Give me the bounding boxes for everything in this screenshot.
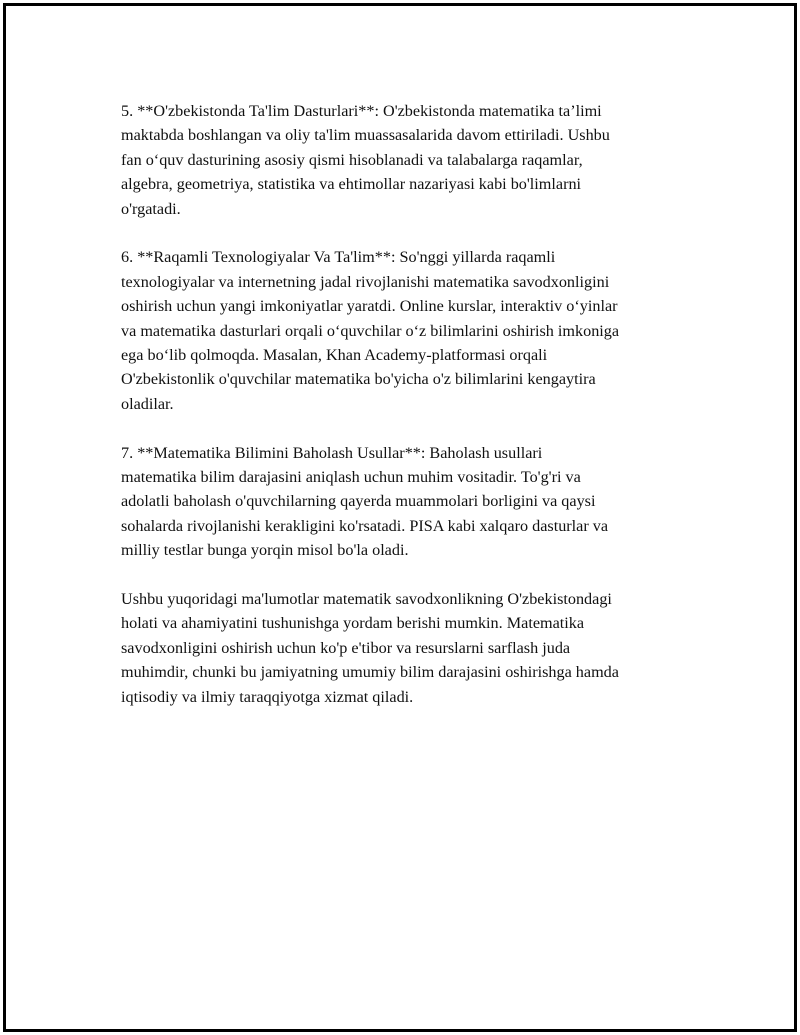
paragraph-digital-technologies: 6. **Raqamli Texnologiyalar Va Ta'lim**: So'nggi yillarda raqamli texnologiyalar va internetning jadal rivojlanishi matematika savodxonligini oshirish uchun yangi imkoniyatlar yaratdi. Online kurslar, interaktiv o‘yinlar va matematika dasturlari orqali o‘quvchilar o‘z bilimlarini oshirish imkoniga ega bo‘lib qolmoqda. Masalan, Khan Academy-platformasi orqali O'zbekistonlik o'quvchilar matematika bo'yicha o'z bilimlarini kengaytira oladilar.: [121, 248, 620, 413]
document-body: [121, 99, 701, 734]
paragraph-conclusion: Ushbu yuqoridagi ma'lumotlar matematik savodxonlikning O'zbekistondagi holati va ahamiyatini tushunishga yordam berishi mumkin. Matematika savodxonligini oshirish uchun ko'p e'tibor va resurslarni sarflash juda muhimdir, chunki bu jamiyatning umumiy bilim darajasini oshirishga hamda iqtisodiy va ilmiy taraqqiyotga xizmat qiladi.: [121, 590, 619, 706]
paragraph-assessment-methods: 7. **Matematika Bilimini Baholash Usullar**: Baholash usullari matematika bilim darajasini aniqlash uchun muhim vositadir. To'g'ri va adolatli baholash o'quvchilarning qayerda muammolari borligini va qaysi sohalarda rivojlanishi kerakligini ko'rsatadi. PISA kabi xalqaro dasturlar va milliy testlar bunga yorqin misol bo'la oladi.: [121, 443, 609, 560]
paragraph-education-programs: 5. **O'zbekistonda Ta'lim Dasturlari**: O'zbekistonda matematika ta’limi maktabda boshlangan va oliy ta'lim muassasalarida davom ettiriladi. Ushbu fan o‘quv dasturining asosiy qismi hisoblanadi va talabalarga raqamlar, algebra, geometriya, statistika va ehtimollar nazariyasi kabi bo'limlarni o'rgatadi.: [121, 102, 610, 218]
page-frame: [3, 3, 797, 1032]
